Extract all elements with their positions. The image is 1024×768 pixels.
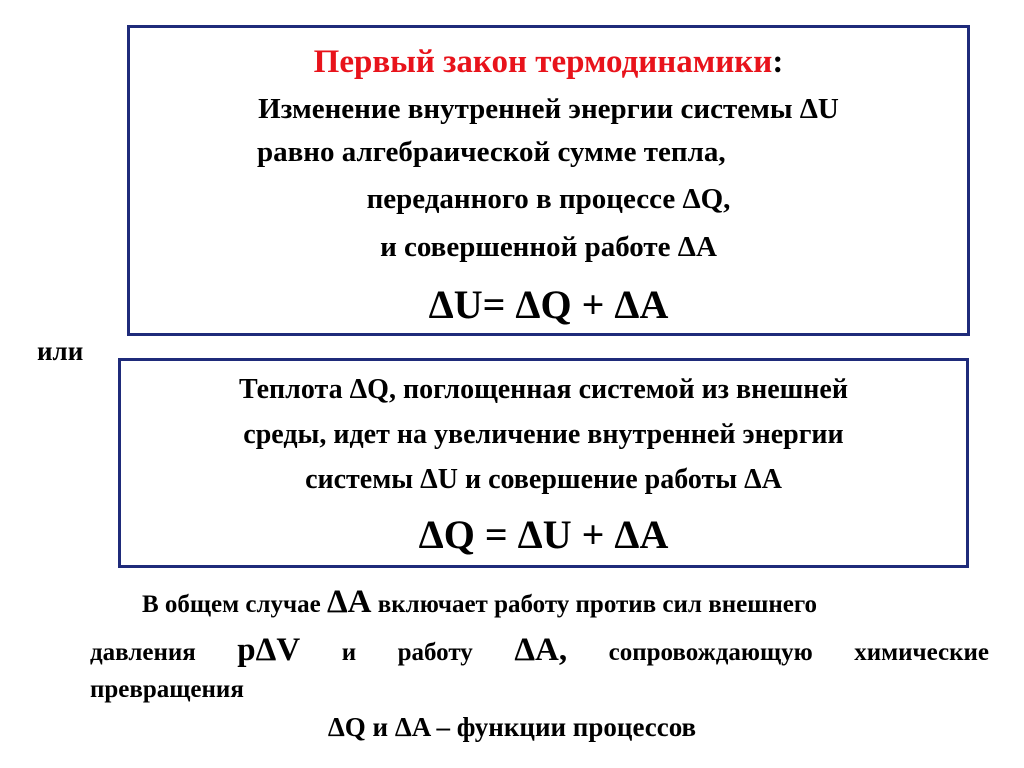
note-line-1 — [142, 584, 817, 621]
title-colon: : — [772, 44, 784, 80]
note-l2-pdv: pΔV — [237, 632, 301, 668]
note-l1-delta: ΔA — [326, 584, 372, 620]
heat-formula: ΔQ = ΔU + ΔA — [418, 512, 669, 557]
first-law-title-text: Первый закон термодинамики — [313, 44, 773, 80]
note-line-2 — [90, 632, 989, 669]
process-functions-line: ΔQ и ΔA – функции процессов — [327, 712, 697, 742]
first-law-box — [127, 25, 970, 336]
first-law-title — [130, 44, 967, 81]
note-l1-pre: В общем случае — [142, 591, 327, 618]
heat-statement-box — [118, 358, 969, 568]
first-law-line-3: переданного в процессе ΔQ, — [366, 183, 731, 215]
first-law-line-4: и совершенной работе ΔA — [380, 231, 717, 263]
first-law-line-1: Изменение внутренней энергии системы ΔU — [258, 93, 839, 125]
note-l2-pre: давления — [90, 639, 196, 666]
first-law-line-2: равно алгебраической сумме тепла, — [257, 136, 726, 168]
heat-line-1: Теплота ΔQ, поглощенная системой из внешней — [239, 374, 848, 405]
connector-or: или — [37, 336, 84, 366]
note-l1-post: включает работу против сил внешнего — [371, 591, 818, 618]
heat-line-2: среды, идет на увеличение внутренней энергии — [243, 419, 844, 450]
heat-line-3: системы ΔU и совершение работы ΔA — [305, 464, 782, 495]
note-l2-da: ΔA, — [514, 632, 568, 668]
note-l2-mid: и работу — [341, 639, 473, 666]
note-l2-post: сопровождающую химические — [608, 639, 990, 666]
first-law-formula: ΔU= ΔQ + ΔA — [428, 282, 669, 327]
note-line-3: превращения — [90, 676, 244, 703]
